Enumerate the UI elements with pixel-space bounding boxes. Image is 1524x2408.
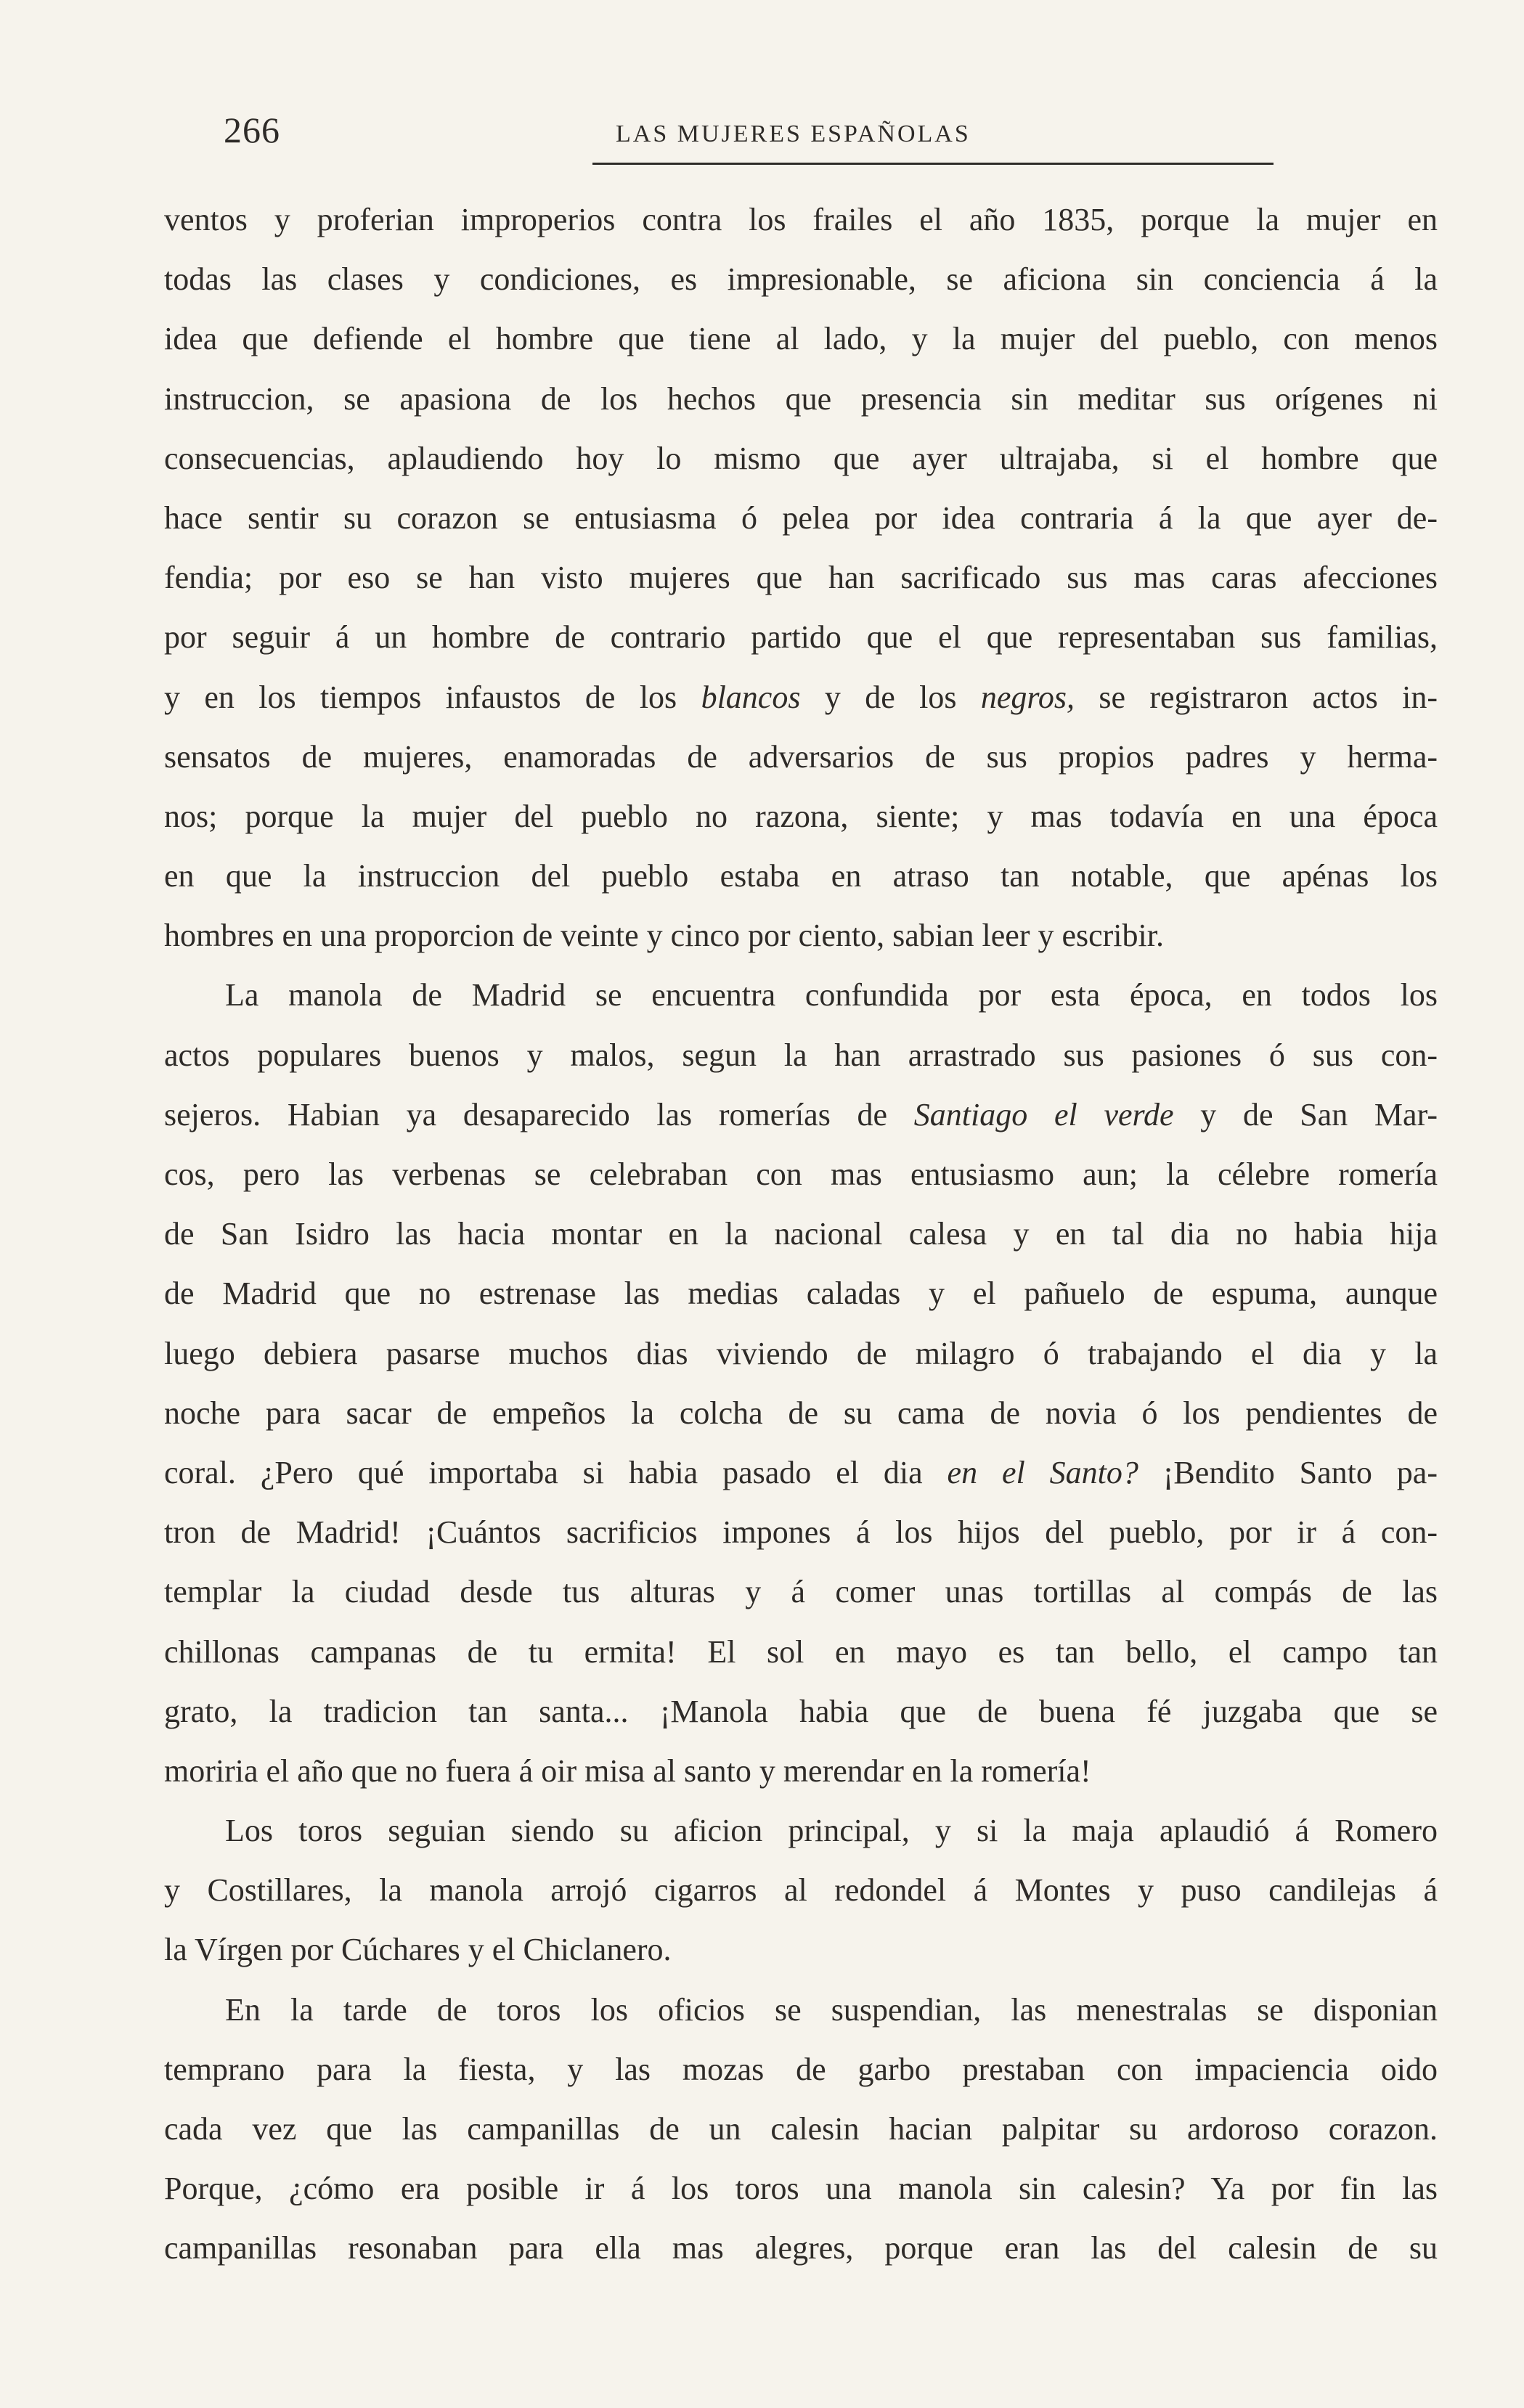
text-line xyxy=(164,1085,1438,1145)
header-rule xyxy=(592,163,1274,165)
text-line xyxy=(164,1026,1438,1085)
text-segment: de Madrid que no estrenase las medias caladas y el pañuelo de espuma, aunque xyxy=(164,1276,1438,1312)
text-segment: actos populares buenos y malos, segun la han arrastrado sus pasiones ó sus con- xyxy=(164,1037,1438,1073)
body-text xyxy=(164,190,1438,2279)
text-line xyxy=(164,548,1438,608)
text-segment: hombres en una proporcion de veinte y cinco por ciento, sabian leer y escribir. xyxy=(164,918,1164,954)
text-line xyxy=(164,190,1438,250)
text-line xyxy=(164,727,1438,787)
text-line xyxy=(164,1562,1438,1622)
text-segment: y Costillares, la manola arrojó cigarros al redondel á Montes y puso candilejas á xyxy=(164,1872,1438,1909)
text-line xyxy=(164,1443,1438,1503)
text-segment: luego debiera pasarse muchos dias viviendo de milagro ó trabajando el dia y la xyxy=(164,1335,1438,1371)
text-line xyxy=(164,250,1438,309)
text-segment: por seguir á un hombre de contrario partido que el que representaban sus familias, xyxy=(164,619,1438,656)
text-segment: sensatos de mujeres, enamoradas de adversarios de sus propios padres y herma- xyxy=(164,738,1438,775)
text-segment: Los toros seguian siendo su aficion principal, y si la maja aplaudió á Romero xyxy=(225,1813,1438,1849)
text-line xyxy=(164,1920,1438,1980)
text-line xyxy=(164,906,1438,966)
italic-text: Santiago el verde xyxy=(913,1096,1174,1132)
text-segment: y de San Mar- xyxy=(1173,1096,1438,1132)
text-line xyxy=(164,1145,1438,1204)
text-line xyxy=(164,429,1438,489)
text-line xyxy=(164,309,1438,369)
text-segment: y en los tiempos infaustos de los xyxy=(164,679,701,715)
page-header xyxy=(224,109,1458,167)
text-segment: temprano para la fiesta, y las mozas de garbo prestaban con impaciencia oido xyxy=(164,2051,1438,2087)
text-line xyxy=(164,2040,1438,2099)
italic-text: negros, xyxy=(980,679,1075,715)
text-segment: hace sentir su corazon se entusiasma ó pelea por idea contraria á la que ayer de- xyxy=(164,499,1438,536)
text-segment: idea que defiende el hombre que tiene al lado, y la mujer del pueblo, con menos xyxy=(164,321,1438,357)
italic-text: blancos xyxy=(701,679,801,715)
text-line xyxy=(164,846,1438,906)
text-line xyxy=(164,1682,1438,1742)
text-line xyxy=(164,787,1438,846)
text-segment: ¡Bendito Santo pa- xyxy=(1138,1454,1438,1490)
text-line xyxy=(164,1324,1438,1384)
text-line xyxy=(164,1623,1438,1682)
italic-text: en el Santo? xyxy=(947,1454,1138,1490)
text-segment: noche para sacar de empeños la colcha de su cama de novia ó los pendientes de xyxy=(164,1395,1438,1431)
text-line xyxy=(164,668,1438,727)
text-segment: cada vez que las campanillas de un calesin hacian palpitar su ardoroso corazon. xyxy=(164,2111,1438,2147)
text-line xyxy=(164,1503,1438,1562)
text-line xyxy=(164,608,1438,667)
text-segment: grato, la tradicion tan santa... ¡Manola habia que de buena fé juzgaba que se xyxy=(164,1693,1438,1729)
text-line xyxy=(164,2219,1438,2278)
text-segment: nos; porque la mujer del pueblo no razona, siente; y mas todavía en una época xyxy=(164,798,1438,834)
text-segment: templar la ciudad desde tus alturas y á comer unas tortillas al compás de las xyxy=(164,1574,1438,1610)
text-line xyxy=(164,2159,1438,2219)
text-segment: todas las clases y condiciones, es impresionable, se aficiona sin conciencia á la xyxy=(164,261,1438,298)
text-line xyxy=(164,1384,1438,1443)
text-line xyxy=(164,1204,1438,1264)
text-line xyxy=(164,489,1438,548)
text-segment: chillonas campanas de tu ermita! El sol en mayo es tan bello, el campo tan xyxy=(164,1633,1438,1670)
text-segment: sejeros. Habian ya desaparecido las romerías de xyxy=(164,1096,914,1132)
text-segment: la Vírgen por Cúchares y el Chiclanero. xyxy=(164,1932,672,1968)
text-segment: moriria el año que no fuera á oir misa al santo y merendar en la romería! xyxy=(164,1752,1091,1789)
text-segment: ventos y proferian improperios contra los frailes el año 1835, porque la mujer en xyxy=(164,202,1438,237)
text-line xyxy=(164,1861,1438,1920)
text-segment: cos, pero las verbenas se celebraban con mas entusiasmo aun; la célebre romería xyxy=(164,1156,1438,1192)
text-segment: instruccion, se apasiona de los hechos que presencia sin meditar sus orígenes ni xyxy=(164,380,1438,417)
text-line xyxy=(164,1742,1438,1801)
text-line xyxy=(164,370,1438,429)
running-title: LAS MUJERES ESPAÑOLAS xyxy=(616,121,971,147)
text-segment: tron de Madrid! ¡Cuántos sacrificios impones á los hijos del pueblo, por ir á con- xyxy=(164,1514,1438,1551)
text-line xyxy=(164,2099,1438,2159)
text-segment: consecuencias, aplaudiendo hoy lo mismo que ayer ultrajaba, si el hombre que xyxy=(164,440,1438,476)
text-segment: fendia; por eso se han visto mujeres que han sacrificado sus mas caras afecciones xyxy=(164,560,1438,596)
text-segment: se registraron actos in- xyxy=(1074,679,1438,715)
text-segment: En la tarde de toros los oficios se suspendian, las menestralas se disponian xyxy=(225,1991,1438,2028)
page-number: 266 xyxy=(224,110,280,150)
text-segment: Porque, ¿cómo era posible ir á los toros una manola sin calesin? Ya por fin las xyxy=(164,2171,1438,2207)
text-segment: y de los xyxy=(800,679,981,715)
text-segment: en que la instruccion del pueblo estaba en atraso tan notable, que apénas los xyxy=(164,858,1438,894)
text-segment: coral. ¿Pero qué importaba si habia pasado el dia xyxy=(164,1454,948,1490)
text-segment: de San Isidro las hacia montar en la nacional calesa y en tal dia no habia hija xyxy=(164,1216,1438,1252)
text-line xyxy=(164,966,1438,1025)
text-line xyxy=(164,1801,1438,1861)
text-line xyxy=(164,1264,1438,1323)
text-segment: La manola de Madrid se encuentra confundida por esta época, en todos los xyxy=(225,977,1438,1013)
text-segment: campanillas resonaban para ella mas alegres, porque eran las del calesin de su xyxy=(164,2230,1438,2266)
text-line xyxy=(164,1980,1438,2040)
